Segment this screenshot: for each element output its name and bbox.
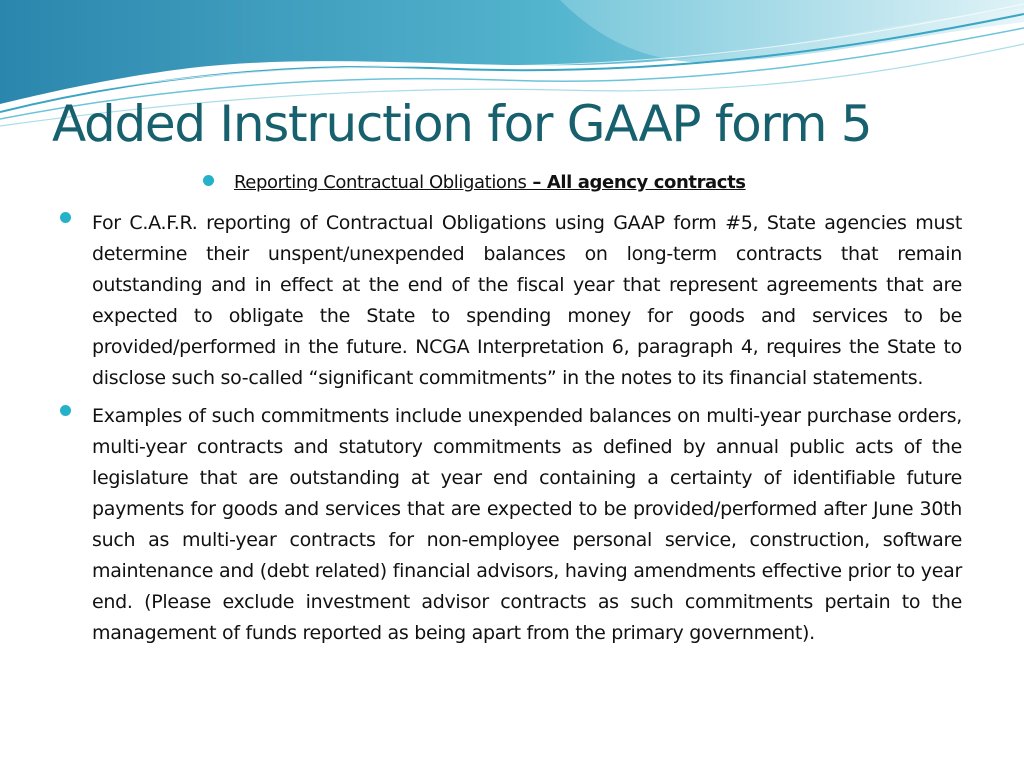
sub-bullet: [203, 170, 746, 196]
bullet-dot-icon: [60, 212, 71, 223]
bullet-item: [60, 208, 962, 394]
sub-bullet-underlined-text: Reporting Contractual Obligations: [234, 172, 527, 193]
bullet-text: Examples of such commitments include unexpended balances on multi-year purchase orders, multi-year contracts and statutory commitments as defined by annual public acts of the legislature that are outstanding at year end containing a certainty of identifiable future payments for goods and services that are expected to be provided/performed after June 30th such as multi-year contracts for non-employee personal service, construction, software maintenance and (debt related) financial advisors, having amendments effective prior to year end. (Please exclude investment advisor contracts as such commitments pertain to the management of funds reported as being apart from the primary government).: [92, 405, 962, 644]
bullet-dot-icon: [60, 405, 71, 416]
bullet-item: [60, 401, 962, 649]
slide-title: Added Instruction for GAAP form 5: [52, 95, 872, 153]
bullet-list: [60, 208, 962, 656]
sub-bullet-text: [234, 170, 746, 196]
sub-bullet-bold-text: – All agency contracts: [526, 172, 746, 193]
bullet-dot-icon: [203, 175, 214, 186]
bullet-text: For C.A.F.R. reporting of Contractual Obligations using GAAP form #5, State agencies must determine their unspent/unexpended balances on long-term contracts that remain outstanding and in effect at the end of the fiscal year that represent agreements that are expected to obligate the State to spending money for goods and services to be provided/performed in the future. NCGA Interpretation 6, paragraph 4, requires the State to disclose such so-called “significant commitments” in the notes to its financial statements.: [92, 212, 962, 389]
